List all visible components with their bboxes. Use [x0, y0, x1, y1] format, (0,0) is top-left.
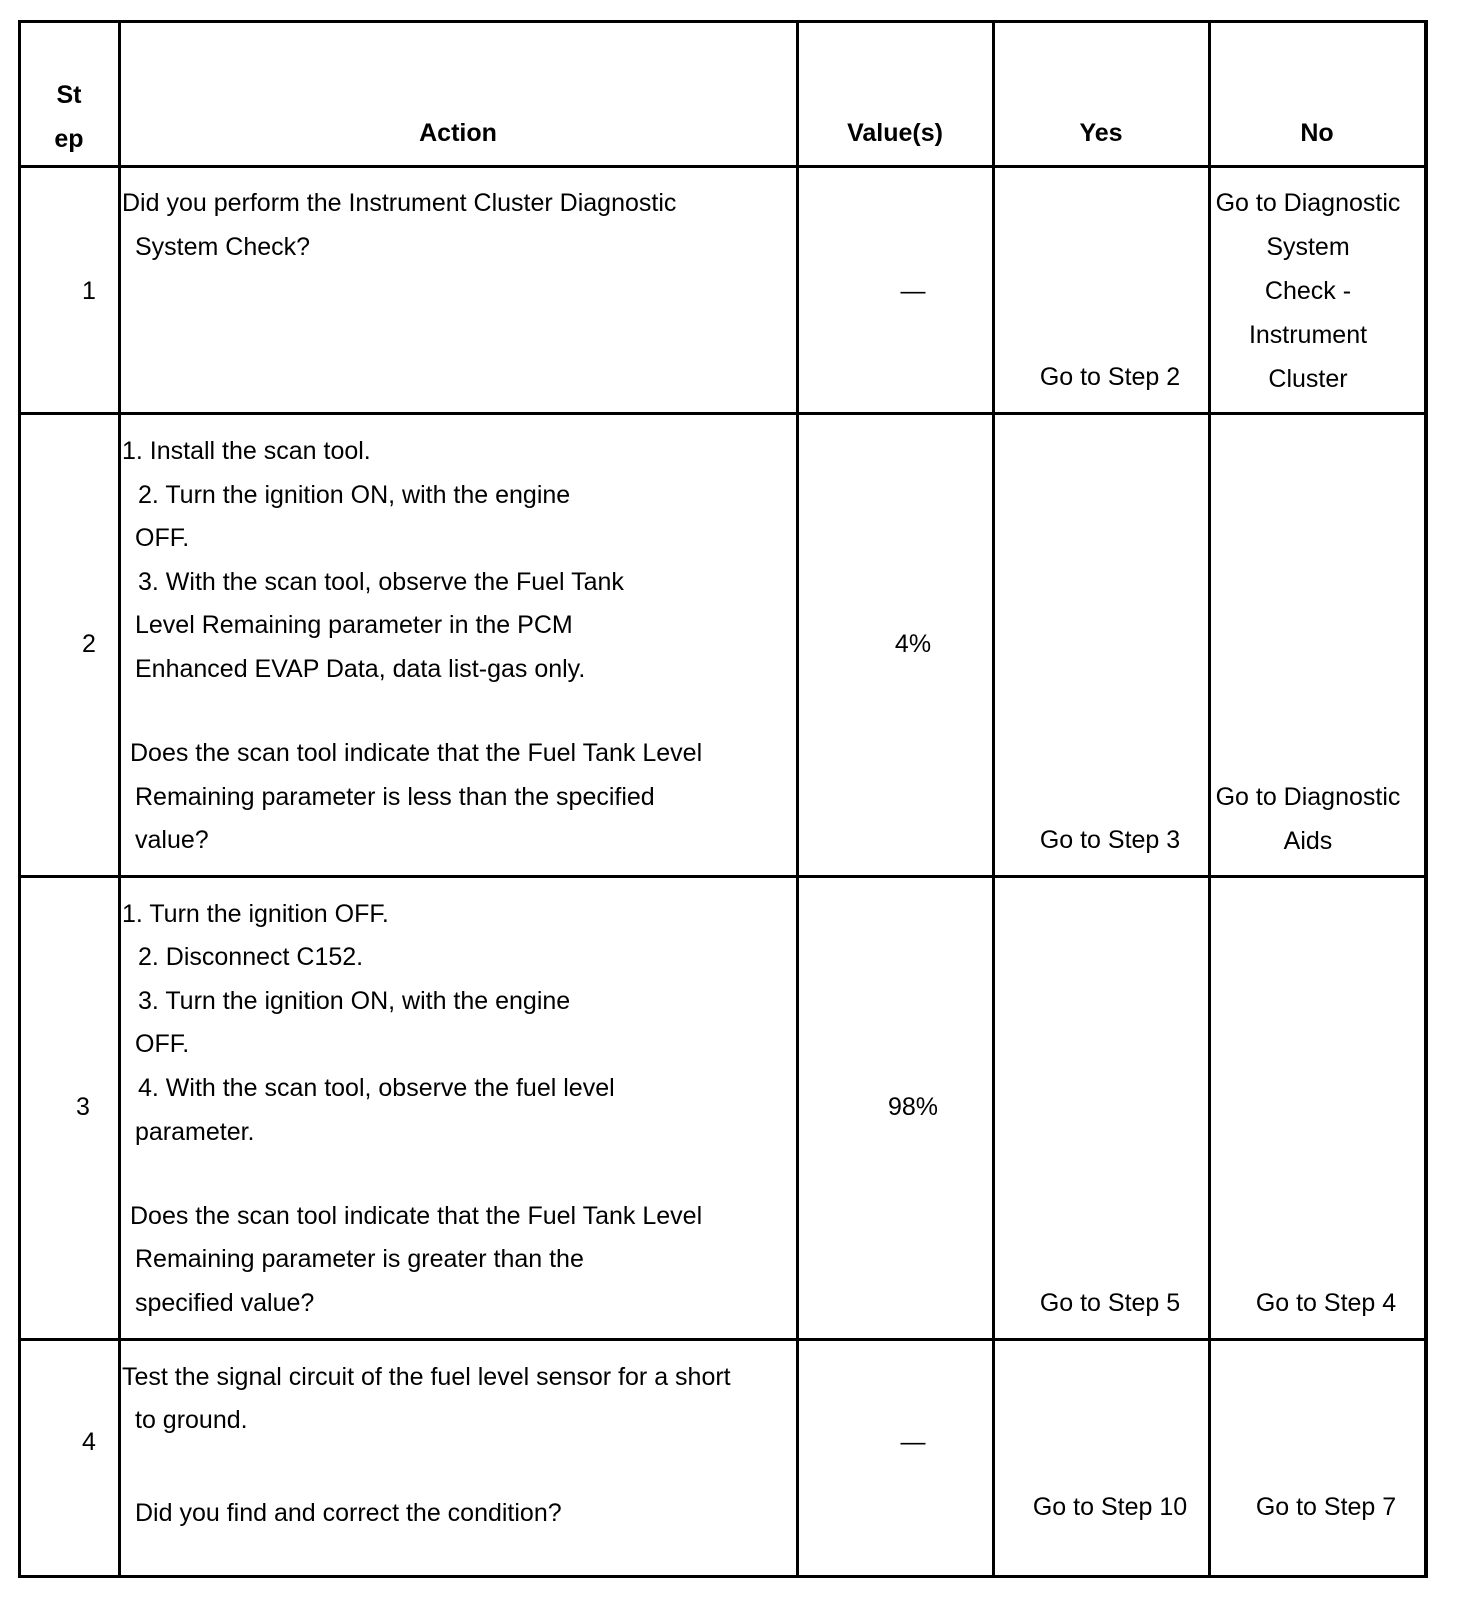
action-line: 1. Install the scan tool.: [122, 437, 371, 465]
action-line: specified value?: [135, 1289, 315, 1317]
yes-cell: Go to Step 5: [1039, 1289, 1181, 1317]
action-line: 3. With the scan tool, observe the Fuel Tank: [138, 568, 624, 596]
table-border-right: [1424, 21, 1428, 1577]
action-line: value?: [135, 826, 209, 854]
action-line: Did you perform the Instrument Cluster Diagnostic: [122, 189, 677, 217]
no-cell: Go to Step 4: [1255, 1289, 1397, 1317]
step-number: 3: [76, 1093, 90, 1121]
table-border-bottom: [18, 1575, 1428, 1578]
yes-cell: Go to Step 10: [1032, 1493, 1188, 1521]
action-line: OFF.: [135, 1030, 190, 1058]
action-line: 3. Turn the ignition ON, with the engine: [138, 987, 571, 1015]
header-no: No: [1300, 119, 1334, 147]
header-yes: Yes: [1079, 119, 1123, 147]
action-line: OFF.: [135, 524, 190, 552]
action-line: 4. With the scan tool, observe the fuel level: [138, 1074, 615, 1102]
step-number: 2: [82, 630, 96, 658]
no-cell: Go to Step 7: [1255, 1493, 1397, 1521]
action-line: Did you find and correct the condition?: [135, 1499, 562, 1527]
header-action: Action: [419, 119, 497, 147]
action-line: Does the scan tool indicate that the Fuel Tank Level: [130, 739, 703, 767]
action-line: Remaining parameter is less than the specified: [135, 783, 655, 811]
action-line: 2. Disconnect C152.: [138, 943, 364, 971]
no-cell: Go to Diagnostic System Check - Instrument Cluster: [1215, 189, 1401, 393]
action-line: System Check?: [135, 233, 311, 261]
table-border-top: [18, 20, 1428, 23]
header-values: Value(s): [847, 119, 943, 147]
action-line: 2. Turn the ignition ON, with the engine: [138, 481, 571, 509]
action-line: Level Remaining parameter in the PCM: [135, 611, 573, 639]
yes-cell: Go to Step 3: [1039, 826, 1181, 854]
action-line: 1. Turn the ignition OFF.: [122, 900, 389, 928]
value-cell: 4%: [894, 630, 932, 658]
action-line: Does the scan tool indicate that the Fuel Tank Level: [130, 1202, 703, 1230]
row-divider: [18, 1338, 1428, 1341]
value-cell: —: [900, 1428, 926, 1456]
header-step: St ep: [54, 81, 84, 153]
step-number: 1: [82, 277, 96, 305]
col-divider: [118, 21, 121, 1577]
yes-cell: Go to Step 2: [1039, 363, 1181, 391]
col-divider: [992, 21, 995, 1577]
row-divider: [18, 875, 1428, 878]
action-line: Enhanced EVAP Data, data list-gas only.: [135, 655, 586, 683]
header-divider: [18, 165, 1428, 168]
table-border-left: [18, 21, 21, 1577]
row-divider: [18, 412, 1428, 415]
value-cell: —: [900, 277, 926, 305]
no-cell: Go to Diagnostic Aids: [1215, 783, 1401, 855]
value-cell: 98%: [887, 1093, 939, 1121]
action-line: Test the signal circuit of the fuel level sensor for a short: [122, 1363, 731, 1391]
action-line: parameter.: [135, 1118, 255, 1146]
action-line: to ground.: [135, 1406, 248, 1434]
step-number: 4: [82, 1428, 96, 1456]
action-line: Remaining parameter is greater than the: [135, 1245, 584, 1273]
col-divider: [796, 21, 799, 1577]
